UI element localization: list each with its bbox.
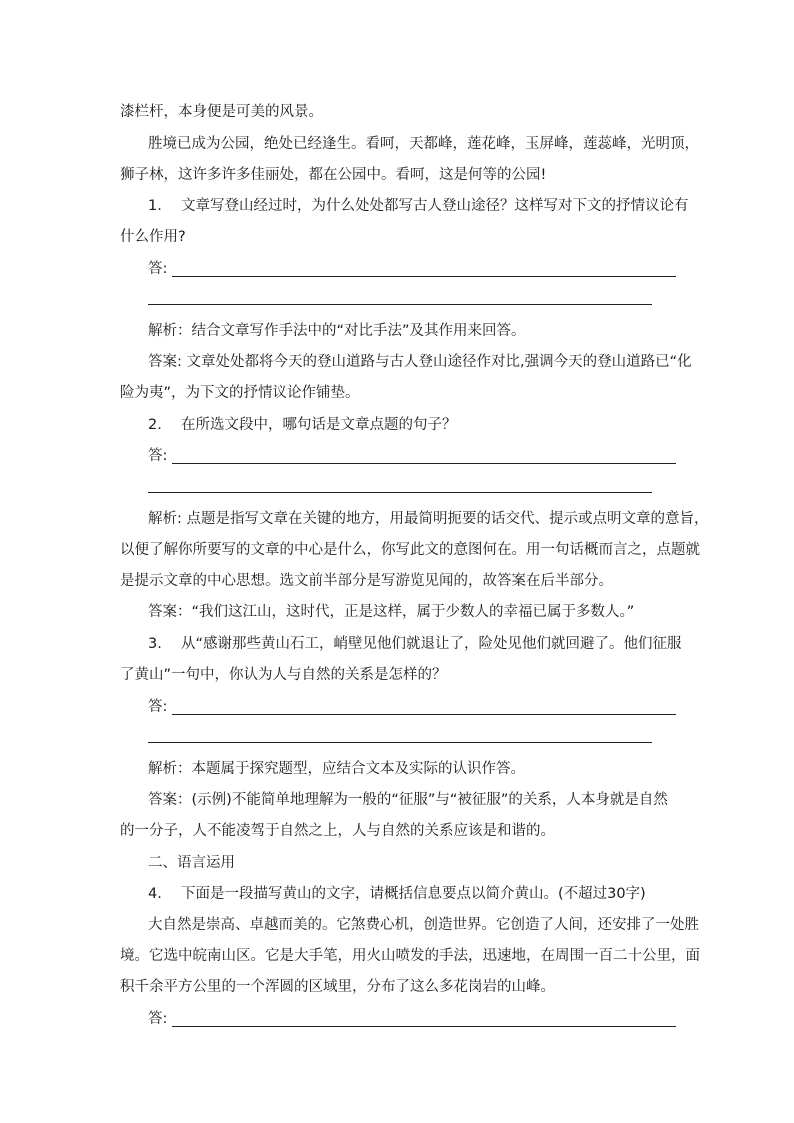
text-line: 胜境已成为公园，绝处已经逢生。看呵，天都峰，莲花峰，玉屏峰，莲蕊峰，光明顶， xyxy=(148,136,699,152)
text-line: 积千余平方公里的一个浑圆的区域里，分布了这么多花岗岩的山峰。 xyxy=(120,979,555,995)
text-line: 什么作用? xyxy=(120,229,186,245)
analysis-1: 解析：结合文章写作手法中的“对比手法”及其作用来回答。 xyxy=(148,323,526,339)
answer-blank-line[interactable] xyxy=(148,741,652,743)
text-line: 境。它选中皖南山区。它是大手笔，用火山喷发的手法，迅速地，在周围一百二十公里，面 xyxy=(120,948,700,964)
answer-blank-line[interactable] xyxy=(172,1026,676,1027)
answer-row-2[interactable] xyxy=(148,446,676,466)
answer-row-3[interactable] xyxy=(148,697,676,717)
question-4: 4. 下面是一段描写黄山的文字，请概括信息要点以简介黄山。(不超过30字) xyxy=(148,886,646,902)
answer-3: 答案：(示例)不能简单地理解为一般的“征服”与“被征服”的关系，人本身就是自然 xyxy=(148,792,668,808)
answer-blank-line[interactable] xyxy=(172,276,676,277)
answer-label: 答: xyxy=(148,448,168,464)
text-line: 大自然是崇高、卓越而美的。它煞费心机，创造世界。它创造了人间，还安排了一处胜 xyxy=(148,917,699,933)
question-2: 2. 在所选文段中，哪句话是文章点题的句子？ xyxy=(148,417,457,433)
text-line: 狮子林，这许多许多佳丽处，都在公园中。看呵，这是何等的公园! xyxy=(120,167,547,183)
text-line: 漆栏杆，本身便是可美的风景。 xyxy=(120,104,323,120)
answer-label: 答: xyxy=(148,1011,168,1027)
section-heading: 二、语言运用 xyxy=(148,855,235,871)
answer-row-1[interactable] xyxy=(148,259,676,279)
text-line: 以便了解你所要写的文章的中心是什么，你写此文的意图何在。用一句话概而言之，点题就 xyxy=(120,542,700,558)
answer-label: 答: xyxy=(148,261,168,277)
question-3: 3. 从“感谢那些黄山石工，峭壁见他们就退让了，险处见他们就回避了。他们征服 xyxy=(148,636,682,652)
text-line: 了黄山”一句中，你认为人与自然的关系是怎样的？ xyxy=(120,667,447,683)
analysis-3: 解析：本题属于探究题型，应结合文本及实际的认识作答。 xyxy=(148,761,525,777)
answer-blank-line[interactable] xyxy=(172,714,676,715)
answer-row-4[interactable] xyxy=(148,1009,676,1029)
analysis-2: 解析: 点题是指写文章在关键的地方，用最简明扼要的话交代、提示或点明文章的意旨， xyxy=(148,511,709,527)
answer-label: 答: xyxy=(148,699,168,715)
answer-blank-line[interactable] xyxy=(148,491,652,493)
text-line: 险为夷”，为下文的抒情议论作铺垫。 xyxy=(120,385,360,401)
question-1: 1. 文章写登山经过时，为什么处处都写古人登山途径？这样写对下文的抒情议论有 xyxy=(148,198,689,214)
answer-blank-line[interactable] xyxy=(172,463,676,464)
text-line: 的一分子，人不能凌驾于自然之上，人与自然的关系应该是和谐的。 xyxy=(120,823,555,839)
answer-1: 答案: 文章处处都将今天的登山道路与古人登山途径作对比,强调今天的登山道路已“化 xyxy=(148,354,692,370)
answer-2: 答案：“我们这江山，这时代，正是这样，属于少数人的幸福已属于多数人。” xyxy=(148,604,635,620)
answer-blank-line[interactable] xyxy=(148,303,652,305)
text-line: 是提示文章的中心思想。选文前半部分是写游览见闻的，故答案在后半部分。 xyxy=(120,573,613,589)
